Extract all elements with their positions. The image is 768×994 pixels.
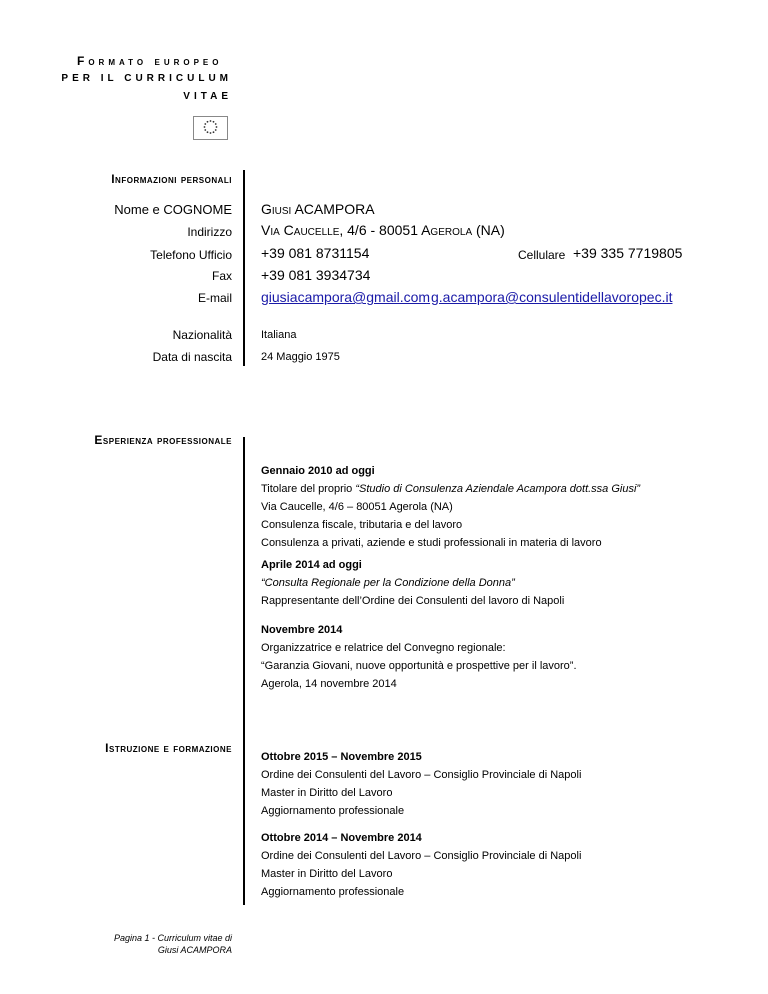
nationality-value: Italiana <box>261 329 297 341</box>
experience-entry-2 <box>261 556 564 610</box>
entry-line <box>261 480 640 498</box>
office-phone-label: Telefono Ufficio <box>150 248 232 262</box>
nationality-label: Nazionalità <box>172 328 232 342</box>
personal-section-title: Informazioni personali <box>111 172 232 186</box>
eu-flag-icon <box>193 116 228 140</box>
address-value: Via Caucelle, 4/6 - 80051 Agerola (NA) <box>261 222 505 238</box>
cv-header <box>0 52 232 106</box>
entry-line: Consulenza fiscale, tributaria e del lavoro <box>261 519 463 531</box>
entry-date: Ottobre 2014 – Novembre 2014 <box>261 832 422 844</box>
entry-line: Ordine dei Consulenti del Lavoro – Consiglio Provinciale di Napoli <box>261 850 582 862</box>
personal-divider <box>243 170 245 366</box>
entry-line: Aggiornamento professionale <box>261 886 405 898</box>
name-label: Nome e COGNOME <box>114 202 232 217</box>
birth-value: 24 Maggio 1975 <box>261 351 340 363</box>
header-line-2: PER IL CURRICULUM <box>61 73 232 84</box>
entry-line: “Garanzia Giovani, nuove opportunità e prospettive per il lavoro”. <box>261 660 577 672</box>
fax-value: +39 081 3934734 <box>261 267 371 283</box>
footer-line-2: Giusi ACAMPORA <box>157 945 232 955</box>
entry-line: Master in Diritto del Lavoro <box>261 787 393 799</box>
experience-divider <box>243 437 245 905</box>
entry-line: Aggiornamento professionale <box>261 805 405 817</box>
education-section-title: Istruzione e formazione <box>105 741 232 755</box>
eu-flag-stars <box>194 117 227 139</box>
name-value: Giusi ACAMPORA <box>261 201 375 217</box>
email-label: E-mail <box>197 291 232 305</box>
education-entry-2 <box>261 829 581 901</box>
experience-entry-3 <box>261 621 577 693</box>
email-link-personal[interactable]: giusiacampora@gmail.com <box>261 289 431 305</box>
birth-label: Data di nascita <box>152 350 232 364</box>
header-line-3: VITAE <box>183 91 232 102</box>
entry-line: Agerola, 14 novembre 2014 <box>261 678 397 690</box>
page-footer <box>40 932 232 956</box>
entry-date: Ottobre 2015 – Novembre 2015 <box>261 751 422 763</box>
entry-line: Via Caucelle, 4/6 – 80051 Agerola (NA) <box>261 501 453 513</box>
header-line-1: Formato europeo <box>77 54 223 68</box>
entry-line-italic: “Studio di Consulenza Aziendale Acampora dott.ssa Giusi” <box>355 483 641 495</box>
entry-line: Rappresentante dell’Ordine dei Consulenti del lavoro di Napoli <box>261 595 565 607</box>
entry-line: Master in Diritto del Lavoro <box>261 868 393 880</box>
address-label: Indirizzo <box>187 225 232 239</box>
education-entry-1 <box>261 748 581 820</box>
email-link-pec[interactable]: g.acampora@consulentidellavoropec.it <box>431 289 673 305</box>
mobile-label: Cellulare <box>518 248 566 262</box>
entry-date: Gennaio 2010 ad oggi <box>261 465 375 477</box>
entry-line: Consulenza a privati, aziende e studi professionali in materia di lavoro <box>261 537 602 549</box>
mobile-value: +39 335 7719805 <box>573 245 683 261</box>
footer-line-1: Pagina 1 - Curriculum vitae di <box>113 933 232 943</box>
fax-label: Fax <box>211 269 232 283</box>
experience-entry-1 <box>261 462 640 552</box>
entry-line: Organizzatrice e relatrice del Convegno regionale: <box>261 642 506 654</box>
entry-line: “Consulta Regionale per la Condizione della Donna” <box>261 577 515 589</box>
office-phone-value: +39 081 8731154 <box>261 245 370 261</box>
entry-line-text: Titolare del proprio <box>261 483 356 495</box>
entry-date: Novembre 2014 <box>261 624 343 636</box>
entry-date: Aprile 2014 ad oggi <box>261 559 362 571</box>
experience-section-title: Esperienza professionale <box>94 433 232 447</box>
entry-line: Ordine dei Consulenti del Lavoro – Consiglio Provinciale di Napoli <box>261 769 582 781</box>
